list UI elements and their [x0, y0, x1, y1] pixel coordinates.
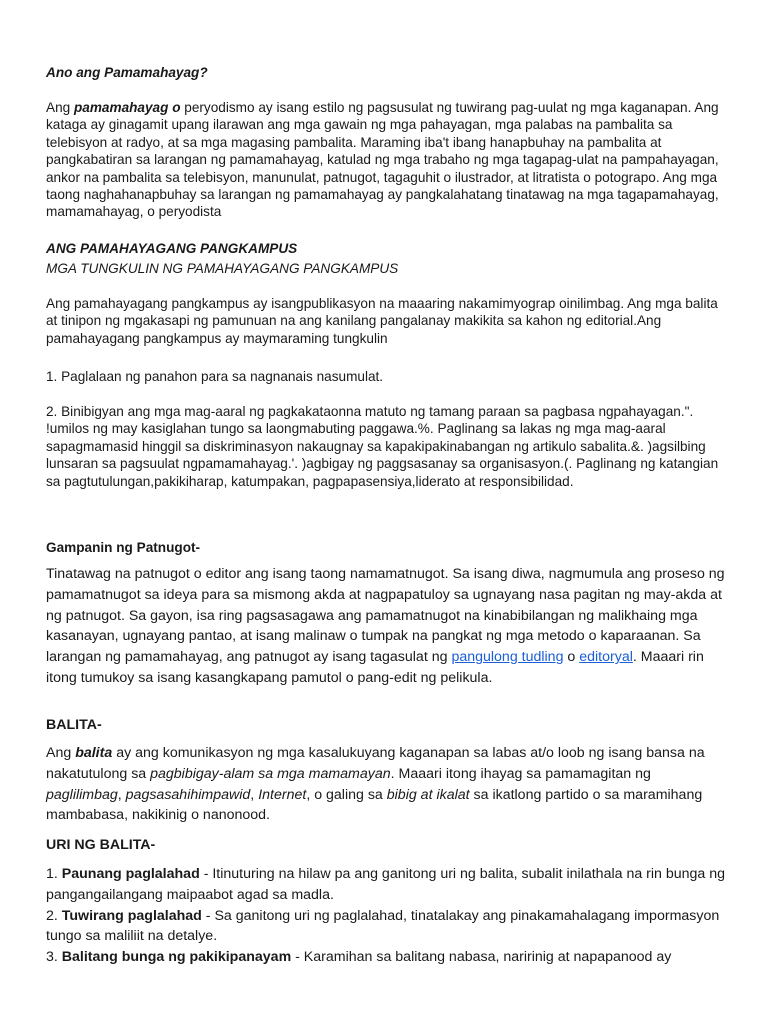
balita-heading: BALITA-: [46, 717, 102, 733]
editoryal-link[interactable]: editoryal: [579, 649, 633, 666]
uri-item-2: 2. Tuwirang paglalahad - Sa ganitong uri ng paglalahad, tinatalakay ang pinakamahalagang impormasyon tungo sa maliliit na detalye.: [46, 907, 720, 945]
intro-paragraph: Ang pamamahayag o peryodismo ay isang estilo ng pagsusulat ng tuwirang pag-uulat ng mga kaganapan. Ang kataga ay ginagamit upang ilarawan ang mga gawain ng mga pahayagan, mga palabas na pambalita sa telebisyon at radyo, at sa mga magasing pambalita. Maraming iba't ibang hanapbuhay na pambalita at pangkabatiran sa larangan ng pamamahayag, katulad ng mga trabaho ng mga tagapag-ulat na pampahayagan, ankor na pambalita sa telebisyon, manunulat, patnugot, tagaguhit o ilustrador, at litratista o potograpo. Ang mga taong naghahanapbuhay sa larangan ng pamamahayag ay pangkalahatang tinatawag na mga tagapamahayag, mamamahayag, o peryodista: [46, 100, 719, 220]
editor-heading: Gampanin ng Patnugot-: [46, 540, 201, 555]
uri-list: [46, 864, 726, 968]
intro-title: Ano ang Pamamahayag?: [46, 65, 208, 80]
term-pamamahayag: pamamahayag o: [73, 100, 181, 115]
campus-heading: ANG PAMAHAYAGANG PANGKAMPUS: [46, 241, 298, 256]
campus-item-2: 2. Binibigyan ang mga mag-aaral ng pagkakataonna matuto ng tamang paraan sa pagbasa ngpahayagan.". !umilos ng may kasiglahan tungo sa laongmabuting paggawa.%. Paglinang sa lakas ng mga mag-aaral sapagmamasid hinggil sa diskriminasyon nakaugnay sa kapakipakinabangan ng artikulo sabalita.&. )agsilbing lunsaran sa pagsuulat ngpamamahayag.'. )agbigay ng paggsasanay sa organisasyon.(. Paglinang ng katangian sa pagtutulungan,pakikiharap, katumpakan, pagpapasensiya,liderato at responsibilidad.: [46, 404, 719, 489]
editor-paragraph: Tinatawag na patnugot o editor ang isang taong namamatnugot. Sa isang diwa, nagmumula ang proseso ng pamamatnugot sa ideya para sa mismong akda at nagpapatuloy sa ugnayang nasa pagitan ng may-akda at ng patnugot. Sa gayon, isa ring pagsasagawa ang pamamatnugot na kinabibilangan ng malikhaing mga kasanayan, ugnayang pantao, at isang malinaw o tumpak na pangkat ng mga metodo o kaparaanan. Sa larangan ng pamamahayag, ang patnugot ay isang tagasulat ng pangulong tudling o editoryal. Maaari rin itong tumukoy sa isang kasangkapang pamutol o pang-edit ng pelikula.: [46, 566, 725, 686]
pangulong-tudling-link[interactable]: pangulong tudling: [451, 649, 564, 666]
term-balita: balita: [75, 745, 113, 761]
uri-item-1: 1. Paunang paglalahad - Itinuturing na hilaw pa ang ganitong uri ng balita, subalit inilathala na rin bunga ng pangangailangang maipaabot agad sa madla.: [46, 866, 726, 903]
balita-paragraph: Ang balita ay ang komunikasyon ng mga kasalukuyang kaganapan sa labas at/o loob ng isang bansa na nakatutulong sa pagbibigay-alam sa mga mamamayan. Maaari itong ihayag sa pamamagitan ng paglilimbag, pagsasahihimpawid, Internet, o galing sa bibig at ikalat sa ikatlong partido o sa maramihang mambabasa, nakikinig o nanonood.: [46, 745, 705, 824]
campus-paragraph: Ang pamahayagang pangkampus ay isangpublikasyon na maaaring nakamimyograp oinilimbag. Ang mga balita at tinipon ng mgakasapi ng pamunuan na ang kanilang pangalanay makikita sa kahon ng editorial.Ang pamahayagang pangkampus ay maymaraming tungkulin: [46, 296, 718, 346]
campus-subheading: MGA TUNGKULIN NG PAMAHAYAGANG PANGKAMPUS: [46, 261, 399, 276]
uri-heading: URI NG BALITA-: [46, 837, 156, 853]
campus-item-1: 1. Paglalaan ng panahon para sa nagnanais nasumulat.: [46, 369, 384, 384]
uri-item-3: 3. Balitang bunga ng pakikipanayam - Karamihan sa balitang nabasa, naririnig at napapanood ay: [46, 949, 672, 966]
